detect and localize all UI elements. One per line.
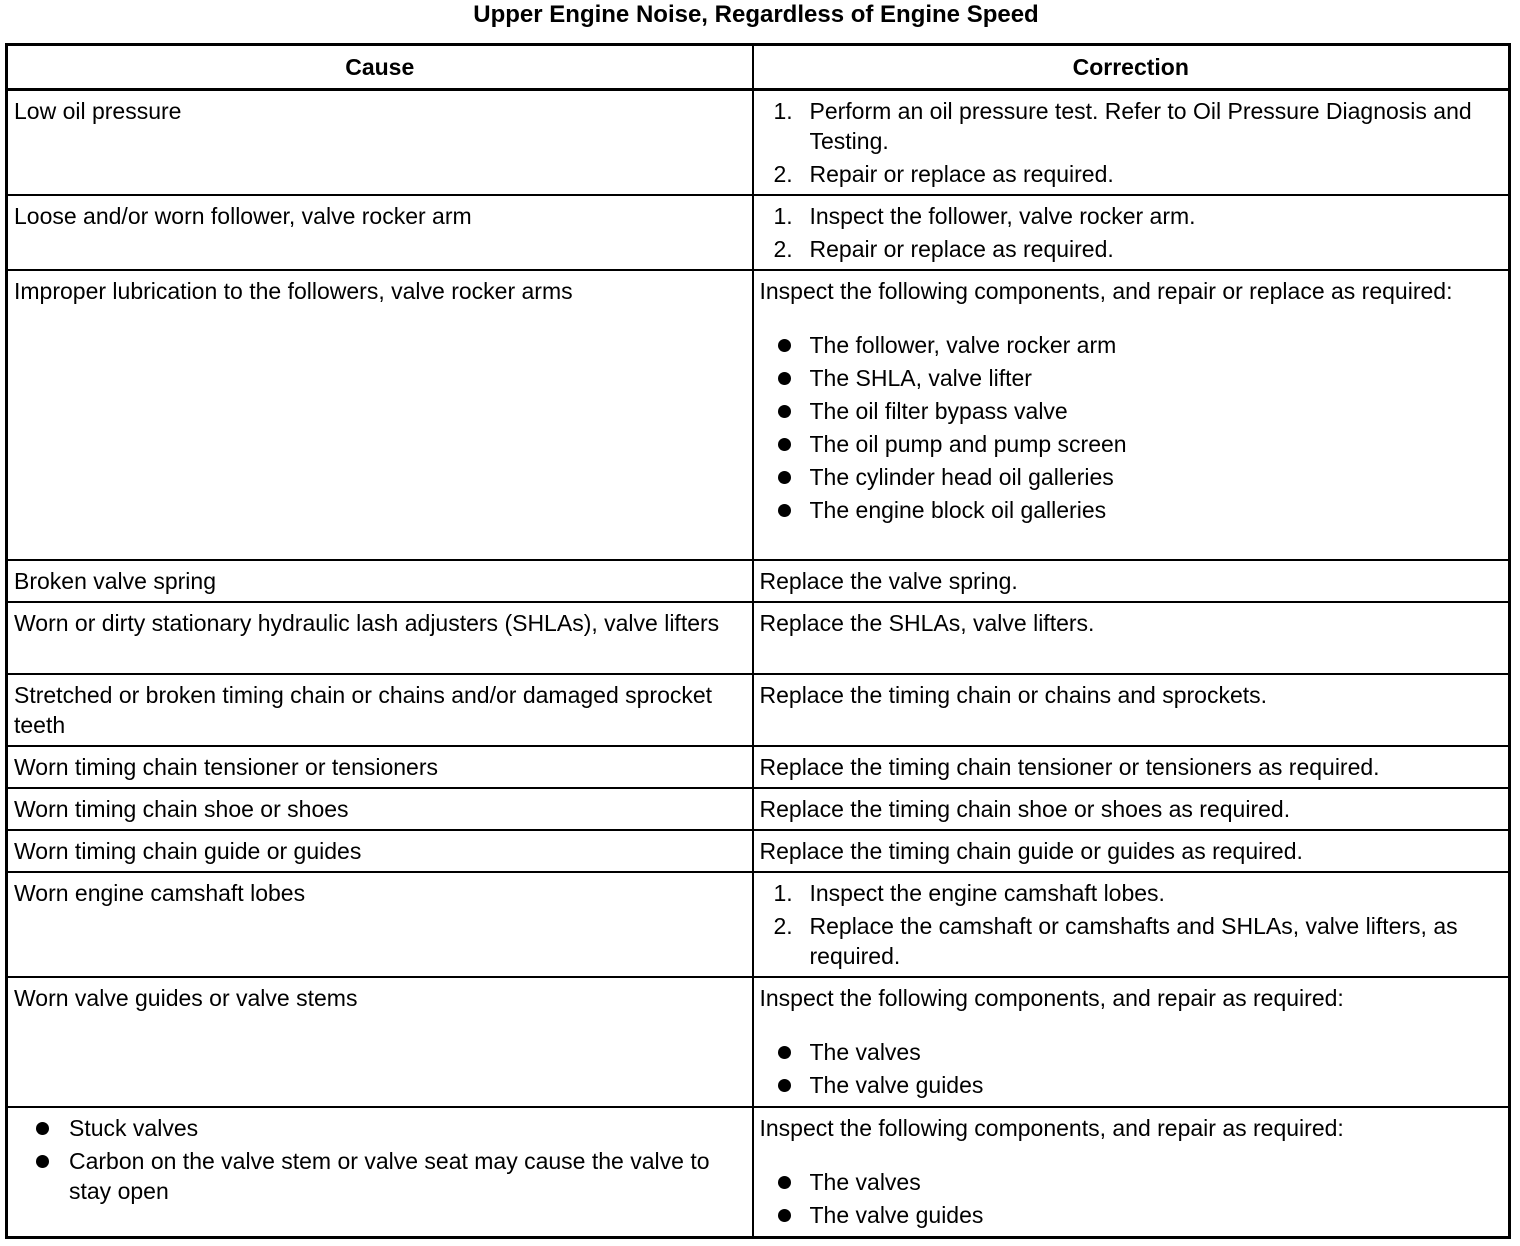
bullet-icon — [778, 1079, 791, 1092]
correction-cell: Replace the timing chain or chains and sprockets. — [753, 674, 1510, 746]
step-item: 1. Inspect the follower, valve rocker arm. — [773, 203, 1196, 229]
correction-cell — [753, 1107, 1510, 1237]
table-row — [7, 270, 1510, 560]
correction-cell — [753, 977, 1510, 1107]
cause-cell: Stretched or broken timing chain or chains and/or damaged sprocket teeth — [7, 674, 753, 746]
table-header-row — [7, 45, 1510, 90]
bullet-icon — [36, 1155, 49, 1168]
list-item: The follower, valve rocker arm — [760, 330, 1502, 360]
step-item: 2. Repair or replace as required. — [773, 161, 1114, 187]
cause-list — [14, 1113, 745, 1206]
table-row — [7, 195, 1510, 270]
bullet-icon — [778, 438, 791, 451]
page-title: Upper Engine Noise, Regardless of Engine Speed — [473, 1, 1039, 28]
cause-cell: Worn or dirty stationary hydraulic lash adjusters (SHLAs), valve lifters — [7, 602, 753, 674]
list-item: Carbon on the valve stem or valve seat may cause the valve to stay open — [14, 1146, 745, 1206]
list-item: Stuck valves — [14, 1113, 745, 1143]
component-list — [760, 1037, 1502, 1100]
step-item: 2. Repair or replace as required. — [773, 236, 1114, 262]
bullet-icon — [778, 1046, 791, 1059]
cause-header: Cause — [7, 45, 753, 90]
component-list — [760, 1167, 1502, 1230]
bullet-icon — [778, 1209, 791, 1222]
diagnosis-table — [5, 43, 1511, 1239]
correction-intro: Inspect the following components, and repair or replace as required: — [759, 278, 1453, 304]
bullet-icon — [778, 504, 791, 517]
bullet-icon — [778, 471, 791, 484]
correction-cell — [753, 90, 1510, 196]
list-item: The valve guides — [760, 1200, 1502, 1230]
bullet-icon — [778, 405, 791, 418]
table-row — [7, 977, 1510, 1107]
correction-cell: Replace the valve spring. — [753, 560, 1510, 602]
cause-cell — [7, 1107, 753, 1237]
correction-cell: Replace the SHLAs, valve lifters. — [753, 602, 1510, 674]
correction-cell: Replace the timing chain guide or guides as required. — [753, 830, 1510, 872]
table-row — [7, 746, 1510, 788]
table-row — [7, 788, 1510, 830]
cause-cell: Improper lubrication to the followers, valve rocker arms — [7, 270, 753, 560]
list-item: The cylinder head oil galleries — [760, 462, 1502, 492]
table-row — [7, 830, 1510, 872]
cause-cell: Worn timing chain guide or guides — [7, 830, 753, 872]
correction-steps — [760, 878, 1502, 971]
table-row — [7, 602, 1510, 674]
list-item: The valve guides — [760, 1070, 1502, 1100]
correction-cell — [753, 195, 1510, 270]
table-row — [7, 560, 1510, 602]
table-row — [7, 872, 1510, 977]
correction-intro: Inspect the following components, and repair as required: — [759, 1115, 1344, 1141]
bullet-icon — [778, 372, 791, 385]
correction-header: Correction — [753, 45, 1510, 90]
table-row — [7, 674, 1510, 746]
cause-cell: Loose and/or worn follower, valve rocker arm — [7, 195, 753, 270]
cause-cell: Worn timing chain tensioner or tensioners — [7, 746, 753, 788]
correction-cell — [753, 872, 1510, 977]
cause-cell: Worn valve guides or valve stems — [7, 977, 753, 1107]
cause-cell: Worn timing chain shoe or shoes — [7, 788, 753, 830]
correction-cell: Replace the timing chain shoe or shoes as required. — [753, 788, 1510, 830]
list-item: The oil filter bypass valve — [760, 396, 1502, 426]
step-item: 1. Inspect the engine camshaft lobes. — [773, 880, 1165, 906]
bullet-icon — [778, 1176, 791, 1189]
correction-steps — [760, 201, 1502, 264]
correction-intro: Inspect the following components, and repair as required: — [759, 985, 1344, 1011]
list-item: The valves — [760, 1037, 1502, 1067]
list-item: The oil pump and pump screen — [760, 429, 1502, 459]
cause-cell: Worn engine camshaft lobes — [7, 872, 753, 977]
table-row — [7, 1107, 1510, 1237]
list-item: The valves — [760, 1167, 1502, 1197]
cause-cell: Low oil pressure — [7, 90, 753, 196]
component-list — [760, 330, 1502, 525]
correction-cell — [753, 270, 1510, 560]
step-item: 1. Perform an oil pressure test. Refer to Oil Pressure Diagnosis and Testing. — [773, 98, 1472, 154]
list-item: The engine block oil galleries — [760, 495, 1502, 525]
correction-cell: Replace the timing chain tensioner or tensioners as required. — [753, 746, 1510, 788]
correction-steps — [760, 96, 1502, 189]
table-row — [7, 90, 1510, 196]
bullet-icon — [778, 339, 791, 352]
cause-cell: Broken valve spring — [7, 560, 753, 602]
bullet-icon — [36, 1122, 49, 1135]
step-item: 2. Replace the camshaft or camshafts and SHLAs, valve lifters, as required. — [773, 913, 1458, 969]
list-item: The SHLA, valve lifter — [760, 363, 1502, 393]
